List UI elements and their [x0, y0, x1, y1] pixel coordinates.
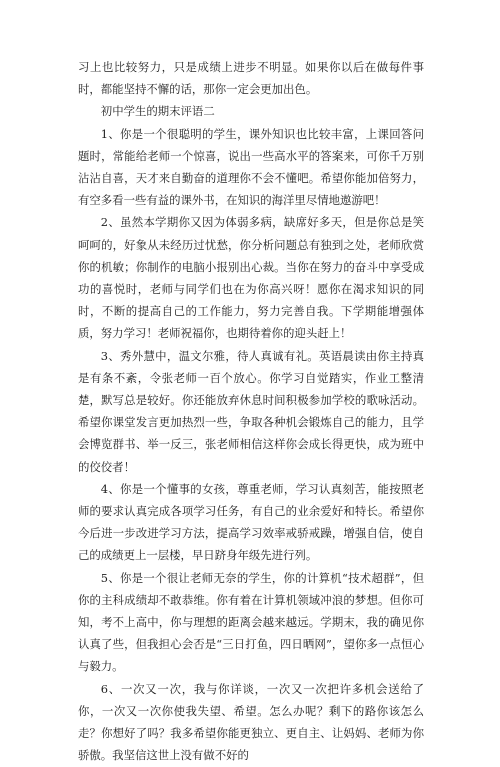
- section-heading: 初中学生的期末评语二: [100, 104, 215, 119]
- comment-paragraph-3: 3、秀外慧中，温文尔雅，待人真诚有礼。英语晨读由你主持真是有条不紊，令张老师一百个放心。你学习自觉踏实，作业工整清楚，默写总是较好。你还能放弃休息时间积极参加学校的歌咏活动。希望你课堂发言更加热烈一些，争取各种机会锻炼自己的能力，且学会博览群书、举一反三，张老师相信这样你会成长得更快，成为班中的佼佼者！: [78, 348, 424, 474]
- document-body: [78, 56, 424, 767]
- comment-paragraph-5: 5、你是一个很让老师无奈的学生，你的计算机“技术超群”，但你的主科成绩却不敢恭维。你有着在计算机领域冲浪的梦想。但你可知，考不上高中，你与理想的距离会越来越远。学期末，我的确见你认真了些，但我担心会否是“三日打鱼，四日晒网”，望你多一点恒心与毅力。: [78, 570, 424, 674]
- comment-paragraph-1: 1、你是一个很聪明的学生，课外知识也比较丰富，上课回答问题时，常能给老师一个惊喜，说出一些高水平的答案来，可你千万别沾沾自喜，天才来自勤奋的道理你不会不懂吧。希望你能加倍努力，有空多看一些有益的课外书，在知识的海洋里尽情地遨游吧！: [78, 126, 424, 208]
- intro-paragraph: 习上也比较努力，只是成绩上进步不明显。如果你以后在做每件事时，都能坚持不懈的话，那你一定会更加出色。: [78, 60, 424, 97]
- comment-paragraph-6: 6、一次又一次，我与你详谈，一次又一次把许多机会送给了你，一次又一次你使我失望、希望。怎么办呢？剩下的路你该怎么走？你想好了吗？我多希望你能更独立、更自主、让妈妈、老师为你骄傲。我坚信这世上没有做不好的: [78, 681, 424, 763]
- comment-paragraph-2: 2、虽然本学期你又因为体弱多病，缺席好多天，但是你总是笑呵呵的，好象从未经历过忧愁，你分析问题总有独到之处，老师欣赏你的机敏；你制作的电脑小报别出心裁。当你在努力的奋斗中享受成功的喜悦时，老师与同学们也在为你高兴呀！愿你在渴求知识的同时，不断的提高自己的工作能力，努力完善自我。下学期能增强体质，努力学习！老师祝福你，也期待着你的迎头赶上！: [78, 215, 424, 341]
- comment-paragraph-4: 4、你是一个懂事的女孩，尊重老师，学习认真刻苦，能按照老师的要求认真完成各项学习任务，有自己的业余爱好和特长。希望你今后进一步改进学习方法，提高学习效率戒骄戒躁，增强自信，使自己的成绩更上一层楼，早日跻身年级先进行列。: [78, 481, 424, 563]
